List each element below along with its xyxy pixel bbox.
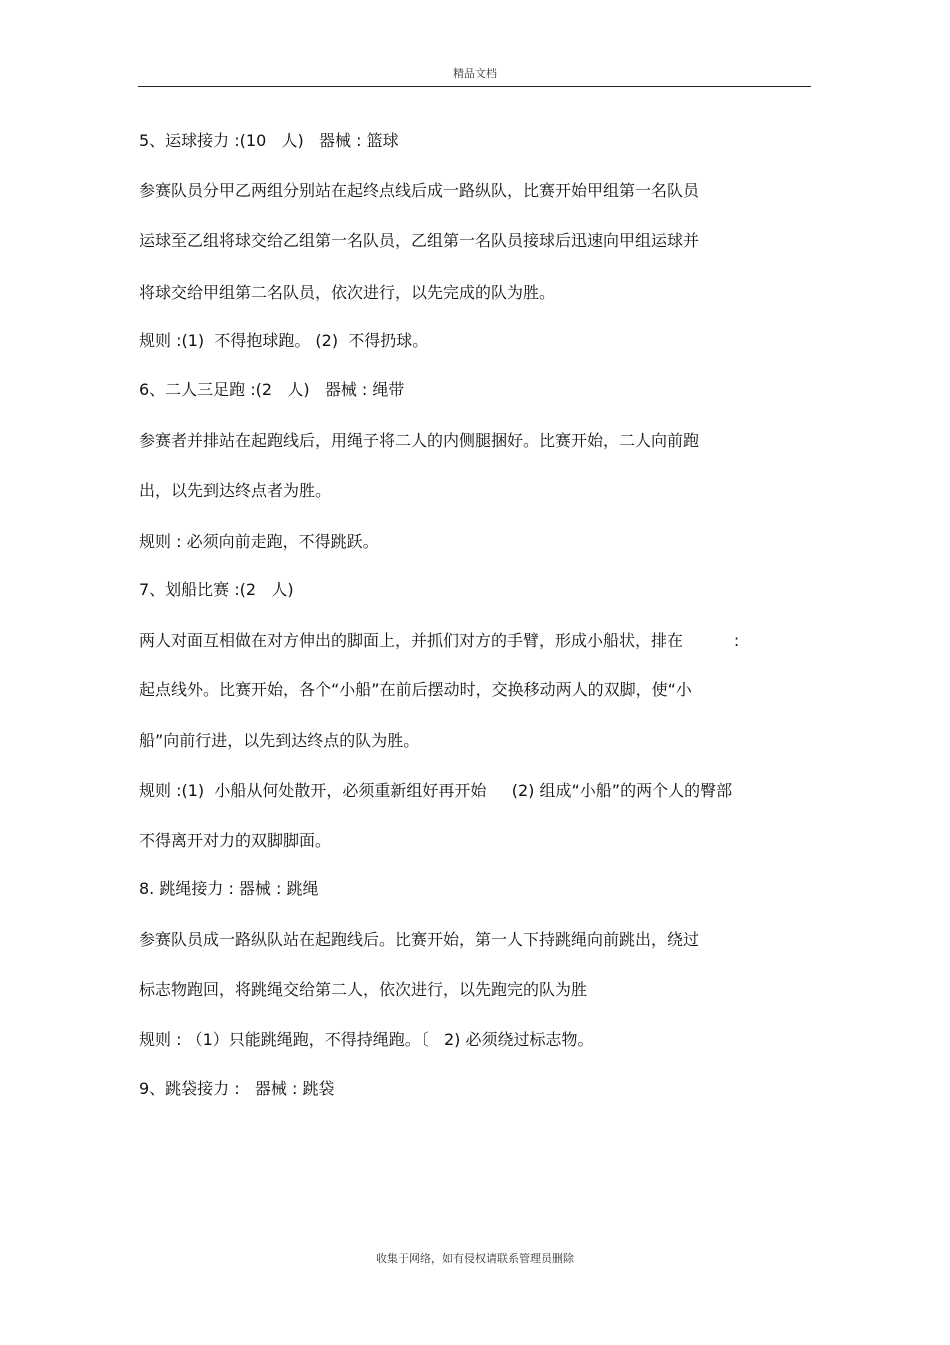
section-9-heading: 9、跳袋接力 : 器械 : 跳袋 xyxy=(139,1079,335,1098)
section-7-description-2: 起点线外。比赛开始，各个“小船”在前后摆动时，交换移动两人的双脚，使“小 xyxy=(139,680,692,699)
section-8-heading: 8. 跳绳接力 : 器械 : 跳绳 xyxy=(139,879,319,898)
section-7-description-1: 两人对面互相做在对方伸出的脚面上，并抓们对方的手臂，形成小船状，排在 : xyxy=(139,631,740,650)
header-divider xyxy=(138,86,811,87)
page-footer-note: 收集于网络，如有侵权请联系管理员删除 xyxy=(376,1252,574,1265)
section-8-rules: 规则 : （1）只能跳绳跑，不得持绳跑。〔 2) 必须绕过标志物。 xyxy=(139,1030,594,1049)
section-5-heading: 5、运球接力 :(10 人) 器械 : 篮球 xyxy=(139,131,399,150)
section-5-description-1: 参赛队员分甲乙两组分别站在起终点线后成一路纵队，比赛开始甲组第一名队员 xyxy=(139,181,700,200)
section-5-rules: 规则 :(1) 不得抱球跑。 (2) 不得扔球。 xyxy=(139,331,429,350)
section-6-description-1: 参赛者并排站在起跑线后，用绳子将二人的内侧腿捆好。比赛开始，二人向前跑 xyxy=(139,431,700,450)
section-6-heading: 6、二人三足跑 :(2 人) 器械 : 绳带 xyxy=(139,380,405,399)
section-8-description-1: 参赛队员成一路纵队站在起跑线后。比赛开始，第一人下持跳绳向前跳出，绕过 xyxy=(139,930,700,949)
section-7-rules-2: 不得离开对力的双脚脚面。 xyxy=(139,831,332,850)
section-7-heading: 7、划船比赛 :(2 人) xyxy=(139,580,294,599)
section-5-description-2: 运球至乙组将球交给乙组第一名队员，乙组第一名队员接球后迅速向甲组运球并 xyxy=(139,231,700,250)
section-5-description-3: 将球交给甲组第二名队员，依次进行，以先完成的队为胜。 xyxy=(139,283,556,302)
page-header-title: 精品文档 xyxy=(453,67,497,80)
section-6-rules: 规则 : 必须向前走跑，不得跳跃。 xyxy=(139,532,379,551)
section-6-description-2: 出，以先到达终点者为胜。 xyxy=(139,481,332,500)
section-7-description-3: 船”向前行进，以先到达终点的队为胜。 xyxy=(139,731,420,750)
section-8-description-2: 标志物跑回，将跳绳交给第二人，依次进行，以先跑完的队为胜 xyxy=(139,980,588,999)
section-7-rules-1: 规则 :(1) 小船从何处散开，必须重新组好再开始 (2) 组成“小船”的两个人的臀部 xyxy=(139,781,733,800)
